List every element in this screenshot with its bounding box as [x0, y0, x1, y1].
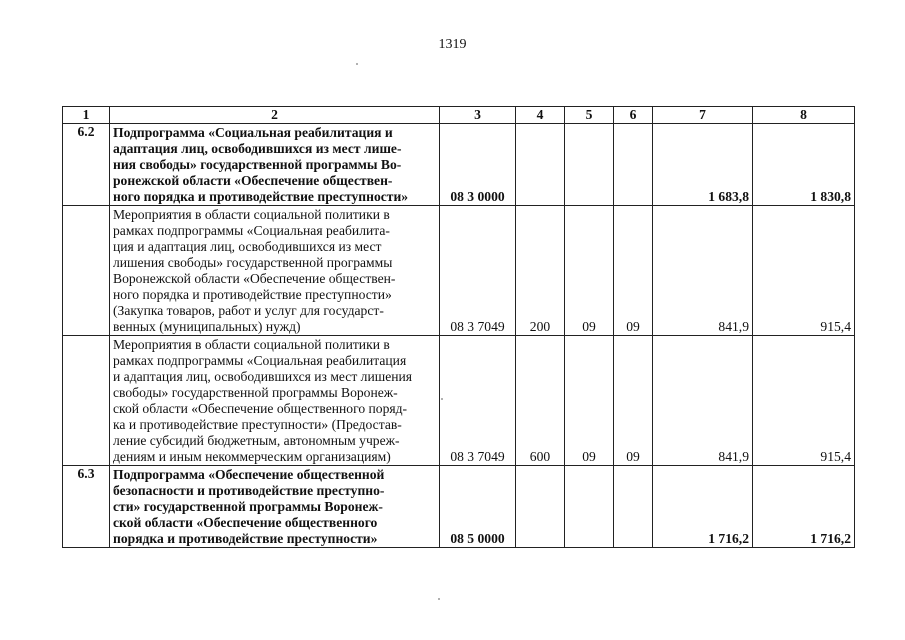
table-row	[63, 124, 855, 206]
page-number: 1319	[438, 37, 467, 52]
row-subsection: 09	[614, 206, 653, 336]
row-name	[110, 124, 440, 206]
table-row	[63, 466, 855, 548]
table-row	[63, 336, 855, 466]
row-number: 6.3	[63, 466, 110, 548]
row-subsection: 09	[614, 336, 653, 466]
col-header-1: 1	[63, 107, 110, 124]
row-expense-type: 600	[516, 336, 565, 466]
row-name	[110, 336, 440, 466]
budget-table	[62, 106, 855, 548]
col-header-2: 2	[110, 107, 440, 124]
table-row	[63, 206, 855, 336]
row-amount-col7: 841,9	[653, 336, 753, 466]
scan-speck	[356, 63, 358, 65]
row-target-article: 08 5 0000	[440, 466, 516, 548]
scan-speck	[438, 598, 440, 600]
col-header-3: 3	[440, 107, 516, 124]
row-subsection	[614, 466, 653, 548]
scan-speck	[441, 398, 443, 400]
row-amount-col8: 915,4	[753, 336, 855, 466]
col-header-6: 6	[614, 107, 653, 124]
row-subsection	[614, 124, 653, 206]
row-name-text: Мероприятия в области социальной политики в рамках подпрограммы «Социальная реабилитация и адаптация лиц, освободившихся из мест лишения свободы» государственной программы Воронеж- ской области «Обеспечение общественного поряд- ка и противодействие преступности» (Предостав- ление субсидий бюджетным, автономным учреж- дениям и иным некоммерческим организациям)	[113, 337, 413, 464]
row-section	[565, 466, 614, 548]
row-amount-col7: 1 716,2	[653, 466, 753, 548]
col-header-5: 5	[565, 107, 614, 124]
col-header-8: 8	[753, 107, 855, 124]
col-header-4: 4	[516, 107, 565, 124]
row-expense-type: 200	[516, 206, 565, 336]
row-number: 6.2	[63, 124, 110, 206]
row-expense-type	[516, 124, 565, 206]
row-amount-col7: 1 683,8	[653, 124, 753, 206]
row-target-article: 08 3 0000	[440, 124, 516, 206]
row-target-article: 08 3 7049	[440, 336, 516, 466]
header-row	[63, 107, 855, 124]
row-name	[110, 466, 440, 548]
col-header-7: 7	[653, 107, 753, 124]
row-name-text: Мероприятия в области социальной политики в рамках подпрограммы «Социальная реабилита- ция и адаптация лиц, освободившихся из мест лишения свободы» государственной программы Воронежской области «Обеспечение обществен- ного порядка и противодействие преступности» (Закупка товаров, работ и услуг для государст- венных (муниципальных) нужд)	[113, 207, 396, 334]
row-amount-col8: 1 830,8	[753, 124, 855, 206]
row-name-text: Подпрограмма «Обеспечение общественной безопасности и противодействие преступно- сти» государственной программы Воронеж- ской области «Обеспечение общественного порядка и противодействие преступности»	[113, 467, 385, 546]
row-target-article: 08 3 7049	[440, 206, 516, 336]
row-amount-col8: 915,4	[753, 206, 855, 336]
row-name-text: Подпрограмма «Социальная реабилитация и адаптация лиц, освободившихся из мест лише- ния свободы» государственной программы Во- ронежской области «Обеспечение обществен- ного порядка и противодействие преступности»	[113, 125, 409, 204]
row-section: 09	[565, 336, 614, 466]
row-name	[110, 206, 440, 336]
row-section	[565, 124, 614, 206]
row-amount-col8: 1 716,2	[753, 466, 855, 548]
row-section: 09	[565, 206, 614, 336]
row-number	[63, 206, 110, 336]
row-number	[63, 336, 110, 466]
row-expense-type	[516, 466, 565, 548]
row-amount-col7: 841,9	[653, 206, 753, 336]
